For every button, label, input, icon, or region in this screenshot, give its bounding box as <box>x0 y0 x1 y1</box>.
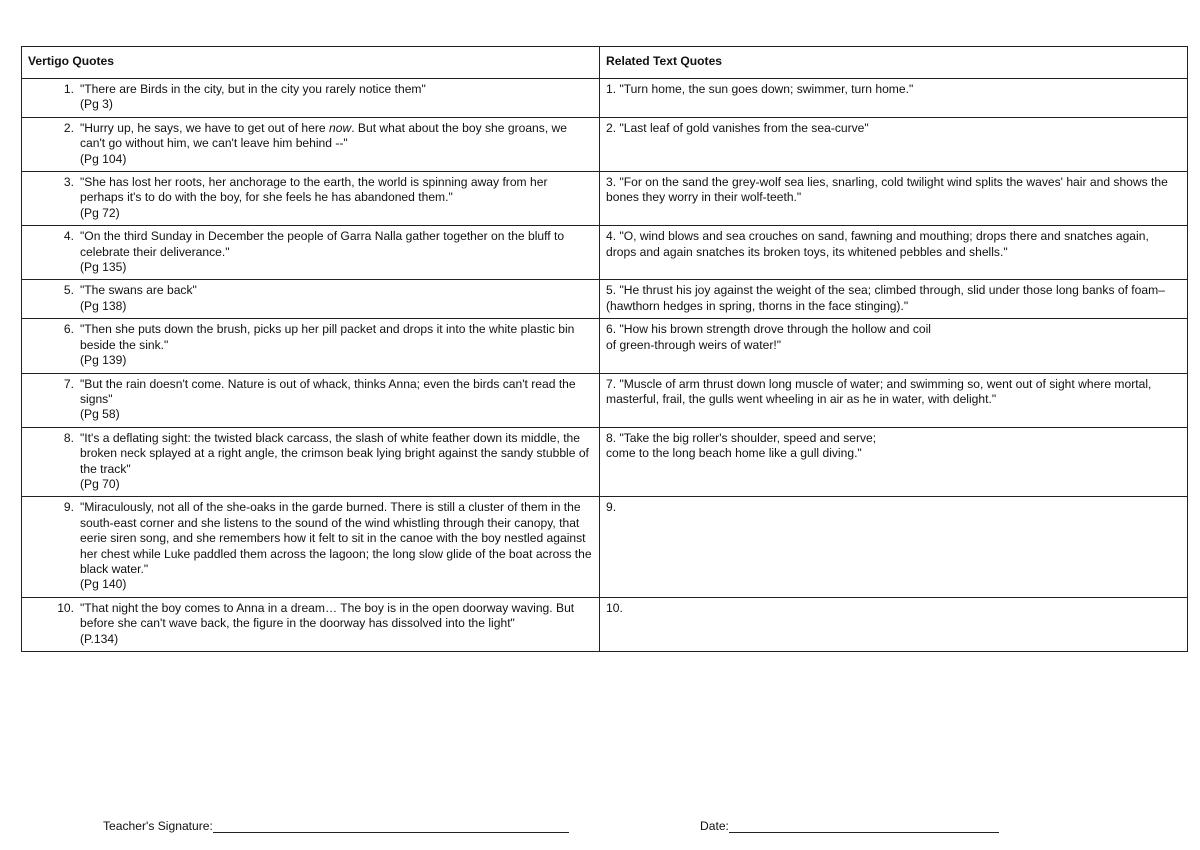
vertigo-quote-item <box>22 601 593 647</box>
quote-emphasis: now <box>329 120 352 135</box>
vertigo-quote-item <box>22 322 593 368</box>
quotes-table-body <box>22 79 1188 652</box>
quote-number: 10. <box>57 600 74 615</box>
quote-fragment: "Miraculously, not all of the she-oaks in the garde burned. There is still a cluster of them in the south-east corner and she listens to the sound of the wind whistling through their canopy, that eerie siren song, and she remembers how it felt to sit in the canoe with the boy nestled against her chest while Luke paddled them across the lagoon; the long slow glide of the boat across the black water." <box>80 500 592 576</box>
vertigo-quote-text <box>80 283 197 297</box>
quote-number: 8. <box>63 430 74 445</box>
vertigo-quote-cell <box>22 597 600 651</box>
page-reference: (Pg 72) <box>80 205 120 220</box>
related-quote-text: 1. "Turn home, the sun goes down; swimmer, turn home." <box>606 82 914 96</box>
table-row <box>22 373 1188 427</box>
table-row <box>22 280 1188 319</box>
page-reference: (Pg 135) <box>80 260 127 275</box>
related-quote-cell <box>600 497 1188 597</box>
related-quote-text: 10. <box>606 600 623 615</box>
vertigo-quote-cell <box>22 497 600 597</box>
vertigo-quote-item <box>22 229 593 275</box>
quote-body <box>80 283 593 314</box>
quote-fragment: "Hurry up, he says, we have to get out of here <box>80 120 329 135</box>
vertigo-quote-item <box>22 121 593 167</box>
vertigo-quote-cell <box>22 427 600 497</box>
quotes-table <box>21 46 1188 652</box>
table-row <box>22 427 1188 497</box>
vertigo-quote-text <box>80 121 567 150</box>
vertigo-quote-text <box>80 377 576 406</box>
vertigo-quote-text <box>80 601 574 630</box>
quote-body <box>80 500 593 592</box>
quote-fragment: "The swans are back" <box>80 283 197 298</box>
quote-fragment: "She has lost her roots, her anchorage to the earth, the world is spinning away from her perhaps it's to do with the boy, for she feels he has abandoned them." <box>80 175 548 205</box>
page-reference: (Pg 104) <box>80 151 127 166</box>
vertigo-quote-item <box>22 377 593 423</box>
related-quote-text: 8. "Take the big roller's shoulder, speed and serve; come to the long beach home like a gull diving." <box>606 430 877 461</box>
table-row <box>22 226 1188 280</box>
related-quote-text: 9. <box>606 500 617 515</box>
vertigo-quote-text <box>80 322 574 351</box>
header-related-text-quotes: Related Text Quotes <box>600 47 1188 79</box>
table-row <box>22 172 1188 226</box>
quote-number: 9. <box>63 500 74 515</box>
vertigo-quote-cell <box>22 280 600 319</box>
vertigo-quote-text <box>80 229 564 258</box>
page-reference: (Pg 139) <box>80 353 127 368</box>
vertigo-quote-cell <box>22 117 600 171</box>
page-reference: (Pg 3) <box>80 97 113 112</box>
vertigo-quote-cell <box>22 319 600 373</box>
vertigo-quote-text <box>80 500 592 576</box>
table-row <box>22 497 1188 597</box>
quote-number: 3. <box>63 175 74 190</box>
table-row <box>22 319 1188 373</box>
quote-number: 5. <box>63 283 74 298</box>
quote-fragment: "It's a deflating sight: the twisted black carcass, the slash of white feather down its middle, the broken neck splayed at a right angle, the crimson beak lying bright against the sandy stubble of the track" <box>80 430 589 476</box>
page-reference: (Pg 140) <box>80 577 127 592</box>
quote-body <box>80 121 593 167</box>
header-vertigo-quotes: Vertigo Quotes <box>22 47 600 79</box>
vertigo-quote-text <box>80 175 547 204</box>
quote-number: 4. <box>63 229 74 244</box>
table-row <box>22 117 1188 171</box>
page-reference: (Pg 70) <box>80 476 120 491</box>
quote-number: 1. <box>63 82 74 96</box>
related-quote-cell <box>600 280 1188 319</box>
related-quote-cell <box>600 597 1188 651</box>
vertigo-quote-cell <box>22 373 600 427</box>
vertigo-quote-item <box>22 283 593 314</box>
related-quote-text: 4. "O, wind blows and sea crouches on sand, fawning and mouthing; drops there and snatches again, drops and again snatches its broken toys, its whitened pebbles and shells." <box>606 229 1149 259</box>
quote-fragment: "Then she puts down the brush, picks up her pill packet and drops it into the white plastic bin beside the sink." <box>80 322 575 352</box>
quote-number: 2. <box>63 120 74 135</box>
vertigo-quote-text <box>80 431 589 476</box>
table-row <box>22 597 1188 651</box>
quote-body <box>80 377 593 423</box>
quote-fragment: "There are Birds in the city, but in the city you rarely notice them" <box>80 82 426 96</box>
quote-fragment: "But the rain doesn't come. Nature is out of whack, thinks Anna; even the birds can't read the signs" <box>80 376 576 406</box>
related-quote-cell <box>600 427 1188 497</box>
quote-number: 7. <box>63 376 74 391</box>
vertigo-quote-item <box>22 431 593 493</box>
teacher-signature-label: Teacher's Signature: <box>103 819 213 833</box>
related-quote-text: 3. "For on the sand the grey-wolf sea lies, snarling, cold twilight wind splits the waves' hair and shows the bones they worry in their wolf-teeth." <box>606 175 1168 205</box>
quote-fragment: "On the third Sunday in December the people of Garra Nalla gather together on the bluff to celebrate their deliverance." <box>80 229 565 259</box>
date-field <box>700 819 999 833</box>
table-header-row <box>22 47 1188 79</box>
teacher-signature-field <box>103 819 569 833</box>
page-reference: (Pg 58) <box>80 407 120 422</box>
related-quote-cell <box>600 319 1188 373</box>
related-quote-cell <box>600 226 1188 280</box>
related-quote-cell <box>600 117 1188 171</box>
related-quote-cell <box>600 373 1188 427</box>
related-quote-text: 2. "Last leaf of gold vanishes from the sea-curve" <box>606 120 869 135</box>
date-line[interactable] <box>729 819 999 833</box>
quote-body <box>80 229 593 275</box>
vertigo-quote-item <box>22 500 593 592</box>
related-quote-cell <box>600 172 1188 226</box>
quote-body <box>80 82 593 113</box>
related-quote-text: 6. "How his brown strength drove through the hollow and coil of green-through weirs of water!" <box>606 322 931 352</box>
date-label: Date: <box>700 819 729 833</box>
related-quote-text: 7. "Muscle of arm thrust down long muscle of water; and swimming so, went out of sight where mortal, masterful, frail, the gulls went wheeling in air as he in water, with delight." <box>606 376 1152 406</box>
quote-body <box>80 601 593 647</box>
quote-fragment: "That night the boy comes to Anna in a dream… The boy is in the open doorway waving. But before she can't wave back, the figure in the doorway has dissolved into the light" <box>80 600 575 631</box>
page-reference: (P.134) <box>80 631 119 646</box>
quote-body <box>80 431 593 493</box>
related-quote-cell <box>600 79 1188 118</box>
vertigo-quote-item <box>22 175 593 221</box>
vertigo-quote-cell <box>22 226 600 280</box>
quote-number: 6. <box>63 322 74 337</box>
quote-body <box>80 175 593 221</box>
quote-body <box>80 322 593 368</box>
vertigo-quote-text <box>80 82 426 96</box>
vertigo-quote-item <box>22 82 593 113</box>
quotes-sheet <box>21 46 1187 652</box>
signature-line[interactable] <box>213 819 569 833</box>
page-reference: (Pg 138) <box>80 298 127 313</box>
quote-fragment: . But what about the boy she groans, we can't go without him, we can't leave him behind --" <box>80 120 567 151</box>
vertigo-quote-cell <box>22 172 600 226</box>
table-row <box>22 79 1188 118</box>
vertigo-quote-cell <box>22 79 600 118</box>
related-quote-text: 5. "He thrust his joy against the weight of the sea; climbed through, slid under those long banks of foam–(hawthorn hedges in spring, thorns in the face stinging)." <box>606 283 1165 313</box>
